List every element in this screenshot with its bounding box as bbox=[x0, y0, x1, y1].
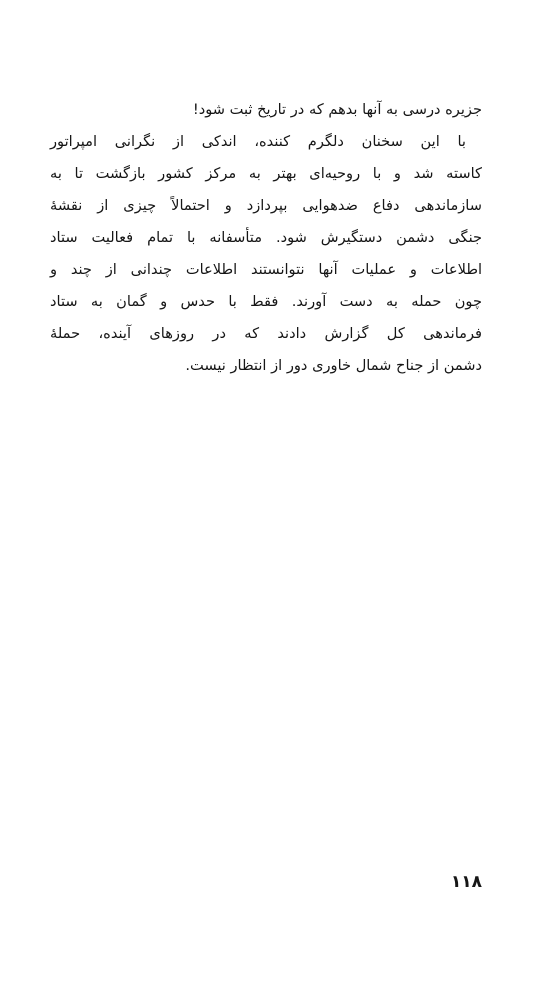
text-line: جنگی دشمن دستگیرش شود. متأسفانه با تمام فعالیت ستاد bbox=[50, 229, 482, 246]
text-line: دشمن از جناح شمال خاوری دور از انتظار نیست. bbox=[185, 357, 482, 374]
text-line: اطلاعات و عملیات آنها نتوانستند اطلاعات چندانی از چند و bbox=[50, 261, 482, 278]
text-line: چون حمله به دست آورند. فقط با حدس و گمان به ستاد bbox=[50, 293, 482, 310]
text-line: فرماندهی کل گزارش دادند که در روزهای آینده، حملهٔ bbox=[50, 325, 482, 342]
text-line: سازماندهی دفاع ضدهوایی بپردازد و احتمالاً چیزی از نقشهٔ bbox=[50, 197, 482, 214]
text-line: کاسته شد و با روحیه‌ای بهتر به مرکز کشور بازگشت تا به bbox=[50, 165, 482, 182]
body-text bbox=[50, 94, 482, 382]
text-line: با این سخنان دلگرم کننده، اندکی از نگرانی امپراتور bbox=[50, 133, 466, 150]
page-number: ۱۱۸ bbox=[450, 872, 482, 892]
text-line: جزیره درسی به آنها بدهم که در تاریخ ثبت شود! bbox=[192, 101, 482, 118]
